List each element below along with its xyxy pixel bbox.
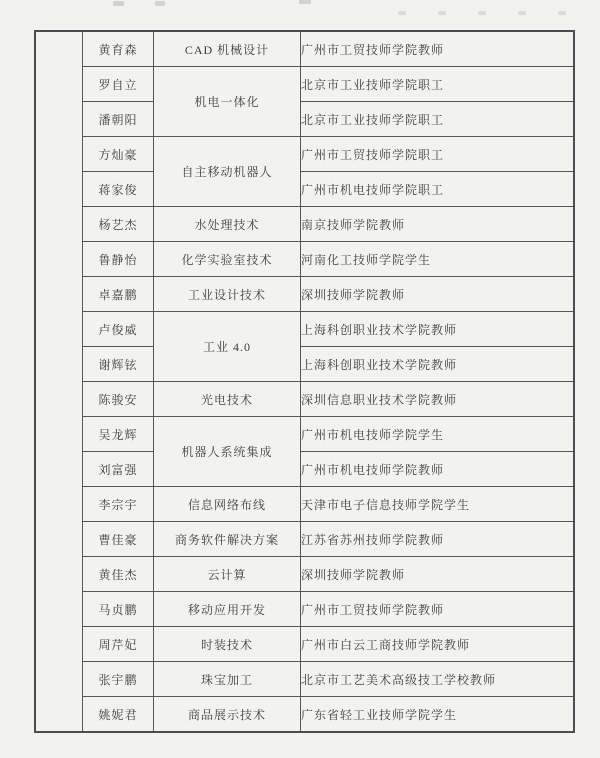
- affiliation-cell: 广州市机电技师学院学生: [301, 417, 575, 452]
- name-cell: 罗自立: [83, 67, 154, 102]
- competitors-table: [34, 30, 575, 733]
- affiliation-cell: 上海科创职业技术学院教师: [301, 347, 575, 382]
- affiliation-cell: 深圳技师学院教师: [301, 277, 575, 312]
- name-cell: 蒋家俊: [83, 172, 154, 207]
- table-row: [35, 312, 574, 347]
- table-row: [35, 347, 574, 382]
- table-row: [35, 697, 574, 733]
- affiliation-cell: 深圳技师学院教师: [301, 557, 575, 592]
- affiliation-cell: 北京市工业技师学院职工: [301, 67, 575, 102]
- skill-cell: 商务软件解决方案: [154, 522, 301, 557]
- table-row: [35, 452, 574, 487]
- table-row: [35, 137, 574, 172]
- table-row: [35, 417, 574, 452]
- table-row: [35, 102, 574, 137]
- skill-cell: 工业 4.0: [154, 312, 301, 382]
- table-row: [35, 31, 574, 67]
- scan-artifact: [155, 1, 165, 6]
- table-row: [35, 277, 574, 312]
- table-row: [35, 382, 574, 417]
- name-cell: 李宗宇: [83, 487, 154, 522]
- name-cell: 曹佳豪: [83, 522, 154, 557]
- name-cell: 黄育森: [83, 31, 154, 67]
- table-row: [35, 487, 574, 522]
- scan-artifact: [518, 11, 526, 15]
- skill-cell: 水处理技术: [154, 207, 301, 242]
- affiliation-cell: 北京市工艺美术高级技工学校教师: [301, 662, 575, 697]
- affiliation-cell: 广州市工贸技师学院教师: [301, 592, 575, 627]
- name-cell: 周芹妃: [83, 627, 154, 662]
- name-cell: 杨艺杰: [83, 207, 154, 242]
- name-cell: 潘朝阳: [83, 102, 154, 137]
- skill-cell: 光电技术: [154, 382, 301, 417]
- skill-cell: 自主移动机器人: [154, 137, 301, 207]
- scan-artifact: [299, 0, 311, 4]
- table-row: [35, 592, 574, 627]
- skill-cell: 化学实验室技术: [154, 242, 301, 277]
- name-cell: 姚妮君: [83, 697, 154, 733]
- affiliation-cell: 广州市工贸技师学院教师: [301, 31, 575, 67]
- name-cell: 鲁静怡: [83, 242, 154, 277]
- skill-cell: 移动应用开发: [154, 592, 301, 627]
- table-row: [35, 67, 574, 102]
- scan-artifact: [438, 11, 446, 15]
- affiliation-cell: 南京技师学院教师: [301, 207, 575, 242]
- scan-artifact: [558, 11, 566, 15]
- name-cell: 谢辉铉: [83, 347, 154, 382]
- table-row: [35, 242, 574, 277]
- name-cell: 刘富强: [83, 452, 154, 487]
- table-row: [35, 522, 574, 557]
- skill-cell: 信息网络布线: [154, 487, 301, 522]
- affiliation-cell: 北京市工业技师学院职工: [301, 102, 575, 137]
- table-row: [35, 207, 574, 242]
- name-cell: 卢俊威: [83, 312, 154, 347]
- skill-cell: 机电一体化: [154, 67, 301, 137]
- scan-artifact: [398, 11, 406, 15]
- name-cell: 张宇鹏: [83, 662, 154, 697]
- name-cell: 马贞鹏: [83, 592, 154, 627]
- table-row: [35, 627, 574, 662]
- affiliation-cell: 广州市机电技师学院职工: [301, 172, 575, 207]
- skill-cell: 珠宝加工: [154, 662, 301, 697]
- name-cell: 方灿豪: [83, 137, 154, 172]
- scan-artifact: [113, 1, 124, 6]
- affiliation-cell: 上海科创职业技术学院教师: [301, 312, 575, 347]
- affiliation-cell: 深圳信息职业技术学院教师: [301, 382, 575, 417]
- scan-artifact: [478, 11, 486, 15]
- skill-cell: 时装技术: [154, 627, 301, 662]
- affiliation-cell: 广州市工贸技师学院职工: [301, 137, 575, 172]
- name-cell: 黄佳杰: [83, 557, 154, 592]
- affiliation-cell: 广东省轻工业技师学院学生: [301, 697, 575, 733]
- competitors-table-body: [35, 31, 574, 732]
- left-spacer-cell: [35, 31, 83, 732]
- skill-cell: 云计算: [154, 557, 301, 592]
- name-cell: 陈骏安: [83, 382, 154, 417]
- table-row: [35, 662, 574, 697]
- affiliation-cell: 河南化工技师学院学生: [301, 242, 575, 277]
- table-row: [35, 557, 574, 592]
- affiliation-cell: 江苏省苏州技师学院教师: [301, 522, 575, 557]
- affiliation-cell: 广州市机电技师学院教师: [301, 452, 575, 487]
- skill-cell: CAD 机械设计: [154, 31, 301, 67]
- name-cell: 吴龙辉: [83, 417, 154, 452]
- skill-cell: 商品展示技术: [154, 697, 301, 733]
- affiliation-cell: 天津市电子信息技师学院学生: [301, 487, 575, 522]
- skill-cell: 工业设计技术: [154, 277, 301, 312]
- table-row: [35, 172, 574, 207]
- affiliation-cell: 广州市白云工商技师学院教师: [301, 627, 575, 662]
- skill-cell: 机器人系统集成: [154, 417, 301, 487]
- name-cell: 卓嘉鹏: [83, 277, 154, 312]
